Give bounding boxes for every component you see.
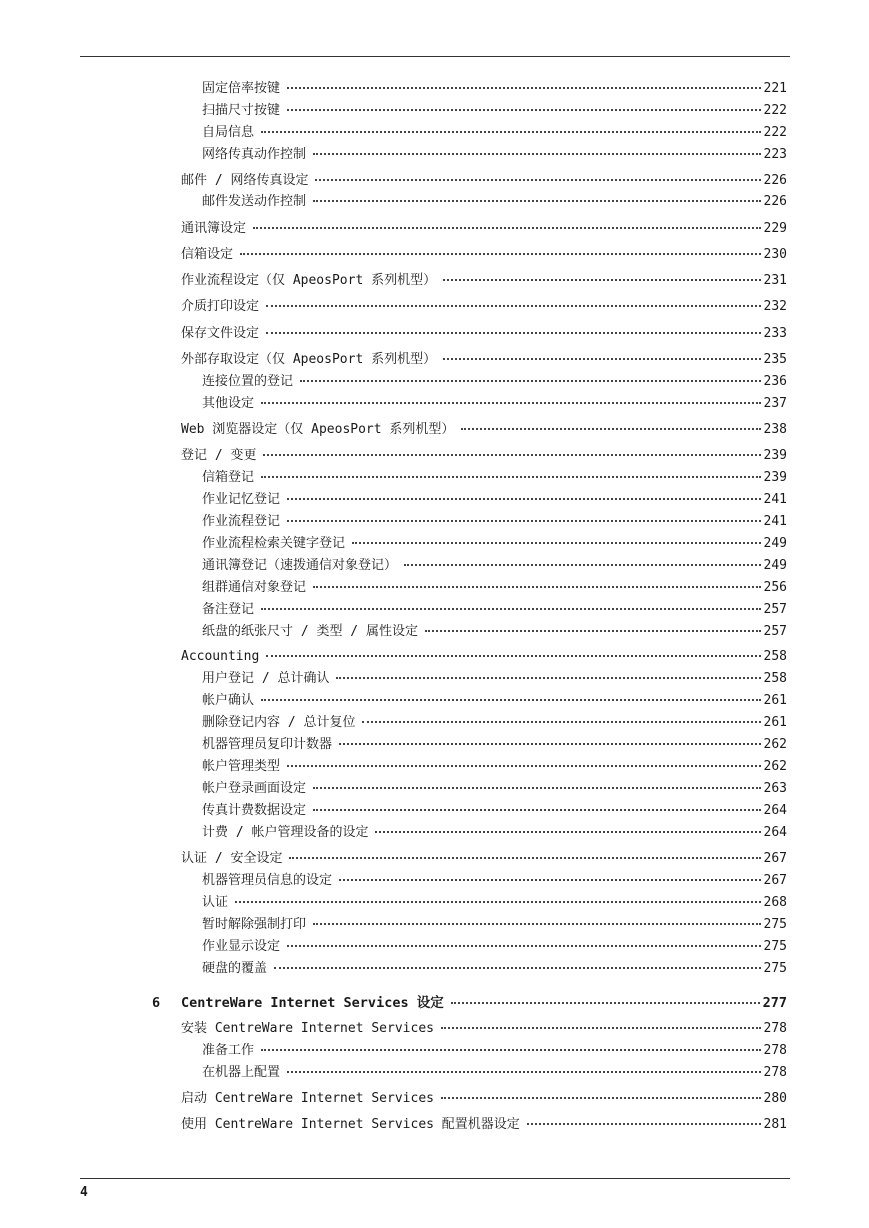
toc-entry-page: 235 xyxy=(763,352,787,367)
toc-subsection-entry[interactable] xyxy=(202,623,787,641)
toc-entry-page: 249 xyxy=(763,558,787,573)
dot-leader xyxy=(261,476,761,478)
toc-entry-title: 机器管理员信息的设定 xyxy=(202,873,333,888)
toc-entry-title: 认证 xyxy=(202,895,229,910)
toc-entry-title: 介质打印设定 xyxy=(181,299,260,314)
toc-entry-title: 信箱登记 xyxy=(202,470,255,485)
toc-subsection-entry[interactable] xyxy=(202,736,787,754)
toc-subsection-entry[interactable] xyxy=(202,670,787,688)
toc-entry-page: 258 xyxy=(763,649,787,664)
toc-entry-title: 帐户管理类型 xyxy=(202,759,281,774)
toc-entry-page: 236 xyxy=(763,374,787,389)
toc-subsection-entry[interactable] xyxy=(202,960,787,978)
toc-entry-page: 261 xyxy=(763,693,787,708)
dot-leader xyxy=(261,699,761,701)
toc-entry-title: 硬盘的覆盖 xyxy=(202,961,268,976)
dot-leader xyxy=(313,586,761,588)
dot-leader xyxy=(352,542,761,544)
toc-section-entry[interactable] xyxy=(181,648,787,666)
toc-subsection-entry[interactable] xyxy=(202,373,787,391)
toc-entry-title: 其他设定 xyxy=(202,396,255,411)
toc-section-entry[interactable] xyxy=(181,272,787,290)
toc-entry-page: 275 xyxy=(763,961,787,976)
toc-subsection-entry[interactable] xyxy=(202,193,787,211)
toc-section-entry[interactable] xyxy=(181,172,787,190)
toc-subsection-entry[interactable] xyxy=(202,601,787,619)
toc-entry-title: 启动 CentreWare Internet Services xyxy=(181,1091,434,1106)
toc-entry-page: 275 xyxy=(763,917,787,932)
toc-entry-title: 暂时解除强制打印 xyxy=(202,917,307,932)
dot-leader xyxy=(235,901,761,903)
toc-entry-title: 信箱设定 xyxy=(181,247,234,262)
toc-entry-page: 221 xyxy=(763,81,787,96)
toc-subsection-entry[interactable] xyxy=(202,780,787,798)
toc-entry-page: 237 xyxy=(763,396,787,411)
chapter-number: 6 xyxy=(152,995,161,1011)
toc-entry-page: 267 xyxy=(763,851,787,866)
dot-leader xyxy=(287,498,761,500)
dot-leader xyxy=(461,428,760,430)
toc-entry-page: 264 xyxy=(763,803,787,818)
toc-subsection-entry[interactable] xyxy=(202,1064,787,1082)
dot-leader xyxy=(313,809,761,811)
dot-leader xyxy=(375,831,760,833)
toc-entry-page: 278 xyxy=(763,1065,787,1080)
toc-entry-title: 作业流程登记 xyxy=(202,514,281,529)
toc-section-entry[interactable] xyxy=(181,220,787,238)
toc-entry-title: 帐户确认 xyxy=(202,693,255,708)
dot-leader xyxy=(441,1097,761,1099)
toc-subsection-entry[interactable] xyxy=(202,872,787,890)
toc-subsection-entry[interactable] xyxy=(202,916,787,934)
toc-entry-page: 257 xyxy=(763,624,787,639)
toc-entry-title: 自局信息 xyxy=(202,125,255,140)
toc-subsection-entry[interactable] xyxy=(202,146,787,164)
toc-entry-title: 登记 / 变更 xyxy=(181,448,257,463)
toc-entry-title: 备注登记 xyxy=(202,602,255,617)
toc-entry-page: 278 xyxy=(763,1043,787,1058)
toc-entry-title: 扫描尺寸按键 xyxy=(202,103,281,118)
toc-entry-page: 232 xyxy=(763,299,787,314)
dot-leader xyxy=(261,1049,761,1051)
dot-leader xyxy=(263,454,760,456)
dot-leader xyxy=(313,787,761,789)
dot-leader xyxy=(315,179,760,181)
toc-entry-page: 238 xyxy=(763,422,787,437)
toc-section-entry[interactable] xyxy=(181,298,787,316)
toc-entry-title: 保存文件设定 xyxy=(181,326,260,341)
toc-section-entry[interactable] xyxy=(181,421,787,439)
toc-entry-page: 277 xyxy=(762,995,787,1011)
toc-entry-page: 239 xyxy=(763,448,787,463)
toc-entry-title: 邮件发送动作控制 xyxy=(202,194,307,209)
page-number: 4 xyxy=(80,1185,88,1200)
dot-leader xyxy=(443,358,760,360)
toc-entry-title: 组群通信对象登记 xyxy=(202,580,307,595)
toc-entry-title: 用户登记 / 总计确认 xyxy=(202,671,330,686)
toc-subsection-entry[interactable] xyxy=(202,469,787,487)
toc-entry-page: 281 xyxy=(763,1117,787,1132)
toc-entry-title: 安装 CentreWare Internet Services xyxy=(181,1021,434,1036)
dot-leader xyxy=(527,1123,761,1125)
dot-leader xyxy=(261,608,761,610)
toc-entry-page: 261 xyxy=(763,715,787,730)
dot-leader xyxy=(441,1027,761,1029)
toc-entry-page: 280 xyxy=(763,1091,787,1106)
toc-entry-page: 233 xyxy=(763,326,787,341)
toc-entry-page: 258 xyxy=(763,671,787,686)
toc-entry-title: 作业流程检索关键字登记 xyxy=(202,536,346,551)
toc-entry-title: 通讯簿设定 xyxy=(181,221,247,236)
dot-leader xyxy=(425,630,761,632)
toc-entry-page: 241 xyxy=(763,514,787,529)
toc-entry-page: 278 xyxy=(763,1021,787,1036)
dot-leader xyxy=(240,253,761,255)
toc-subsection-entry[interactable] xyxy=(202,758,787,776)
dot-leader xyxy=(313,200,761,202)
toc-entry-page: 239 xyxy=(763,470,787,485)
toc-entry-page: 231 xyxy=(763,273,787,288)
dot-leader xyxy=(287,109,761,111)
toc-entry-title: 连接位置的登记 xyxy=(202,374,294,389)
toc-chapter-entry[interactable] xyxy=(181,994,787,1012)
dot-leader xyxy=(253,227,761,229)
toc-subsection-entry[interactable] xyxy=(202,124,787,142)
dot-leader xyxy=(443,279,760,281)
toc-entry-title: 删除登记内容 / 总计复位 xyxy=(202,715,356,730)
toc-subsection-entry[interactable] xyxy=(202,692,787,710)
toc-subsection-entry[interactable] xyxy=(202,714,787,732)
toc-section-entry[interactable] xyxy=(181,325,787,343)
toc-entry-title: 纸盘的纸张尺寸 / 类型 / 属性设定 xyxy=(202,624,418,639)
toc-section-entry[interactable] xyxy=(181,246,787,264)
bottom-rule xyxy=(80,1178,790,1179)
toc-section-entry[interactable] xyxy=(181,850,787,868)
dot-leader xyxy=(261,402,761,404)
toc-entry-page: 275 xyxy=(763,939,787,954)
toc-entry-page: 264 xyxy=(763,825,787,840)
toc-entry-page: 226 xyxy=(763,173,787,188)
toc-subsection-entry[interactable] xyxy=(202,802,787,820)
dot-leader xyxy=(287,1071,761,1073)
dot-leader xyxy=(266,305,761,307)
dot-leader xyxy=(287,945,761,947)
toc-entry-page: 263 xyxy=(763,781,787,796)
toc-subsection-entry[interactable] xyxy=(202,395,787,413)
dot-leader xyxy=(287,765,761,767)
toc-entry-page: 222 xyxy=(763,103,787,118)
dot-leader xyxy=(261,131,761,133)
toc-entry-page: 267 xyxy=(763,873,787,888)
dot-leader xyxy=(300,380,761,382)
toc-section-entry[interactable] xyxy=(181,351,787,369)
dot-leader xyxy=(313,153,761,155)
dot-leader xyxy=(274,967,761,969)
toc-entry-page: 229 xyxy=(763,221,787,236)
dot-leader xyxy=(339,743,761,745)
toc-section-entry[interactable] xyxy=(181,1020,787,1038)
toc-subsection-entry[interactable] xyxy=(202,491,787,509)
toc-entry-title: 准备工作 xyxy=(202,1043,255,1058)
toc-entry-title: 通讯簿登记（速拨通信对象登记） xyxy=(202,558,398,573)
dot-leader xyxy=(287,87,761,89)
dot-leader xyxy=(287,520,761,522)
toc-entry-title: 使用 CentreWare Internet Services 配置机器设定 xyxy=(181,1117,520,1132)
toc-entry-page: 249 xyxy=(763,536,787,551)
toc-entry-title: 固定倍率按键 xyxy=(202,81,281,96)
toc-subsection-entry[interactable] xyxy=(202,894,787,912)
toc-entry-title: 计费 / 帐户管理设备的设定 xyxy=(202,825,369,840)
toc-entry-page: 256 xyxy=(763,580,787,595)
toc-entry-page: 262 xyxy=(763,759,787,774)
toc-entry-page: 262 xyxy=(763,737,787,752)
toc-section-entry[interactable] xyxy=(181,1090,787,1108)
dot-leader xyxy=(339,879,761,881)
toc-subsection-entry[interactable] xyxy=(202,1042,787,1060)
dot-leader xyxy=(266,332,761,334)
toc-section-entry[interactable] xyxy=(181,447,787,465)
dot-leader xyxy=(266,655,760,657)
dot-leader xyxy=(313,923,761,925)
toc-subsection-entry[interactable] xyxy=(202,102,787,120)
toc-entry-title: 认证 / 安全设定 xyxy=(181,851,283,866)
toc-entry-title: 作业流程设定（仅 ApeosPort 系列机型） xyxy=(181,273,437,288)
toc-entry-title: 帐户登录画面设定 xyxy=(202,781,307,796)
toc-entry-page: 222 xyxy=(763,125,787,140)
toc-entry-title: 外部存取设定（仅 ApeosPort 系列机型） xyxy=(181,352,437,367)
toc-entry-title: 传真计费数据设定 xyxy=(202,803,307,818)
dot-leader xyxy=(362,721,760,723)
toc-entry-page: 241 xyxy=(763,492,787,507)
toc-entry-page: 226 xyxy=(763,194,787,209)
toc-entry-page: 223 xyxy=(763,147,787,162)
toc-entry-page: 268 xyxy=(763,895,787,910)
toc-subsection-entry[interactable] xyxy=(202,579,787,597)
toc-entry-title: 在机器上配置 xyxy=(202,1065,281,1080)
toc-entry-title: 作业记忆登记 xyxy=(202,492,281,507)
toc-entry-title: 机器管理员复印计数器 xyxy=(202,737,333,752)
toc-subsection-entry[interactable] xyxy=(202,824,787,842)
toc-subsection-entry[interactable] xyxy=(202,938,787,956)
toc-entry-title: CentreWare Internet Services 设定 xyxy=(181,995,444,1011)
toc-entry-title: 网络传真动作控制 xyxy=(202,147,307,162)
toc-entry-title: Accounting xyxy=(181,649,260,664)
dot-leader xyxy=(289,857,760,859)
toc-subsection-entry[interactable] xyxy=(202,535,787,553)
dot-leader xyxy=(404,564,761,566)
toc-section-entry[interactable] xyxy=(181,1116,787,1134)
dot-leader xyxy=(451,1002,760,1004)
dot-leader xyxy=(336,677,760,679)
toc-entry-title: 作业显示设定 xyxy=(202,939,281,954)
toc-entry-title: Web 浏览器设定（仅 ApeosPort 系列机型） xyxy=(181,422,455,437)
toc-subsection-entry[interactable] xyxy=(202,80,787,98)
toc-subsection-entry[interactable] xyxy=(202,513,787,531)
toc-entry-title: 邮件 / 网络传真设定 xyxy=(181,173,309,188)
toc-entry-page: 257 xyxy=(763,602,787,617)
toc-subsection-entry[interactable] xyxy=(202,557,787,575)
toc-entry-page: 230 xyxy=(763,247,787,262)
